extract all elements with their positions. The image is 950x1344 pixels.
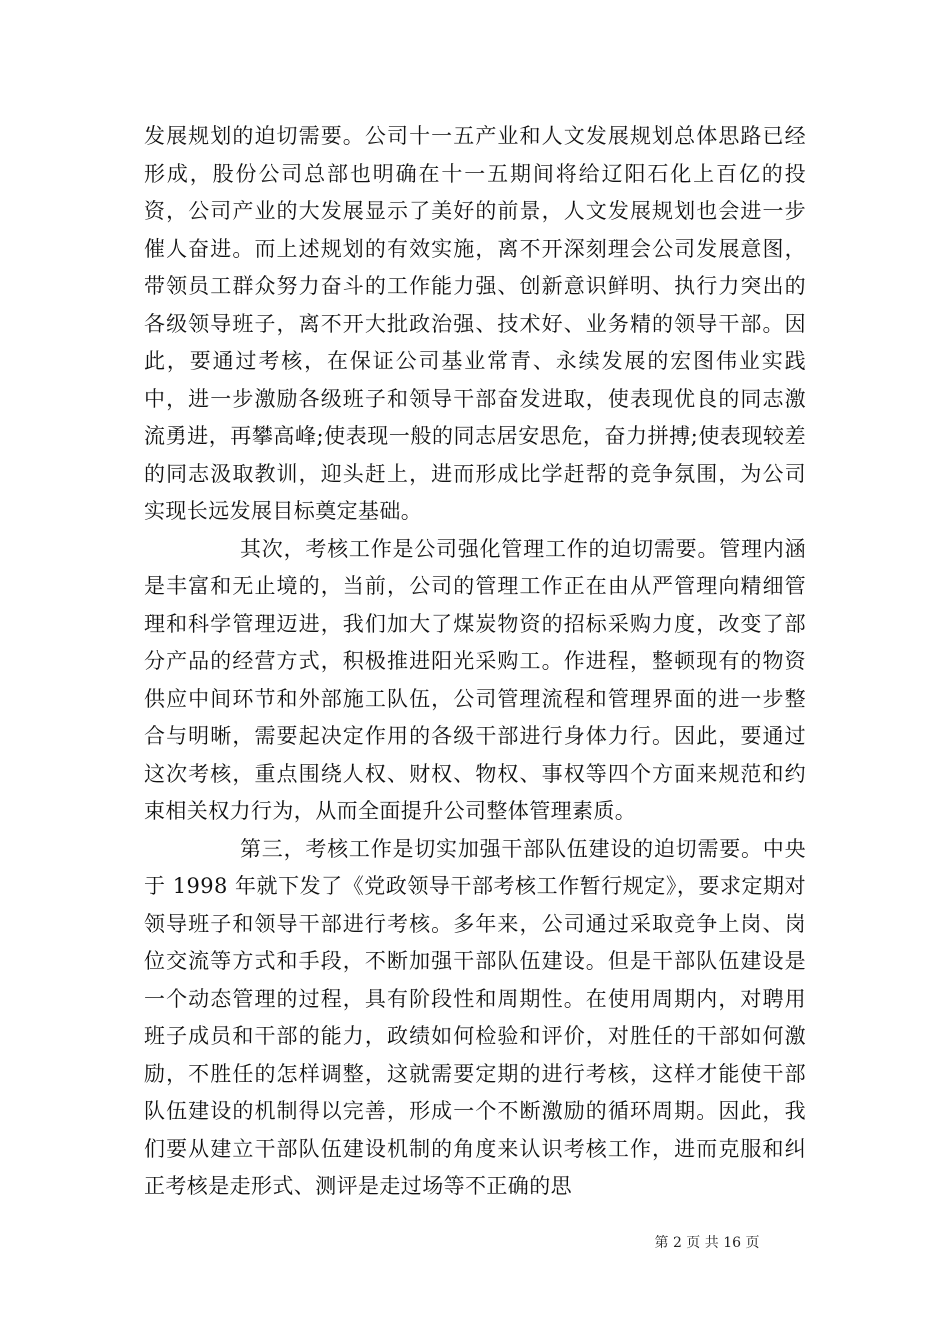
document-body: [144, 118, 806, 1206]
paragraph-continuation: 发展规划的迫切需要。公司十一五产业和人文发展规划总体思路已经形成，股份公司总部也明确在十一五期间将给辽阳石化上百亿的投资，公司产业的大发展显示了美好的前景，人文发展规划也会进一步催人奋进。而上述规划的有效实施，离不开深刻理会公司发展意图，带领员工群众努力奋斗的工作能力强、创新意识鲜明、执行力突出的各级领导班子，离不开大批政治强、技术好、业务精的领导干部。因此，要通过考核，在保证公司基业常青、永续发展的宏图伟业实践中，进一步激励各级班子和领导干部奋发进取，使表现优良的同志激流勇进，再攀高峰;使表现一般的同志居安思危，奋力拼搏;使表现较差的同志汲取教训，迎头赶上，进而形成比学赶帮的竞争氛围，为公司实现长远发展目标奠定基础。: [144, 124, 806, 523]
paragraph-cadre-building: 第三，考核工作是切实加强干部队伍建设的迫切需要。中央于 1998 年就下发了《党政领导干部考核工作暂行规定》，要求定期对领导班子和领导干部进行考核。多年来，公司通过采取竞争上岗、岗位交流等方式和手段，不断加强干部队伍建设。但是干部队伍建设是一个动态管理的过程，具有阶段性和周期性。在使用周期内，对聘用班子成员和干部的能力，政绩如何检验和评价，对胜任的干部如何激励，不胜任的怎样调整，这就需要定期的进行考核，这样才能使干部队伍建设的机制得以完善，形成一个不断激励的循环周期。因此，我们要从建立干部队伍建设机制的角度来认识考核工作，进而克服和纠正考核是走形式、测评是走过场等不正确的思: [144, 836, 806, 1198]
paragraph-management: 其次，考核工作是公司强化管理工作的迫切需要。管理内涵是丰富和无止境的，当前，公司的管理工作正在由从严管理向精细管理和科学管理迈进，我们加大了煤炭物资的招标采购力度，改变了部分产品的经营方式，积极推进阳光采购工。作进程，整顿现有的物资供应中间环节和外部施工队伍，公司管理流程和管理界面的进一步整合与明晰，需要起决定作用的各级干部进行身体力行。因此，要通过这次考核，重点围绕人权、财权、物权、事权等四个方面来规范和约束相关权力行为，从而全面提升公司整体管理素质。: [144, 536, 806, 823]
page-footer: [0, 1232, 950, 1252]
page-number: 第 2 页 共 16 页: [654, 1235, 760, 1251]
